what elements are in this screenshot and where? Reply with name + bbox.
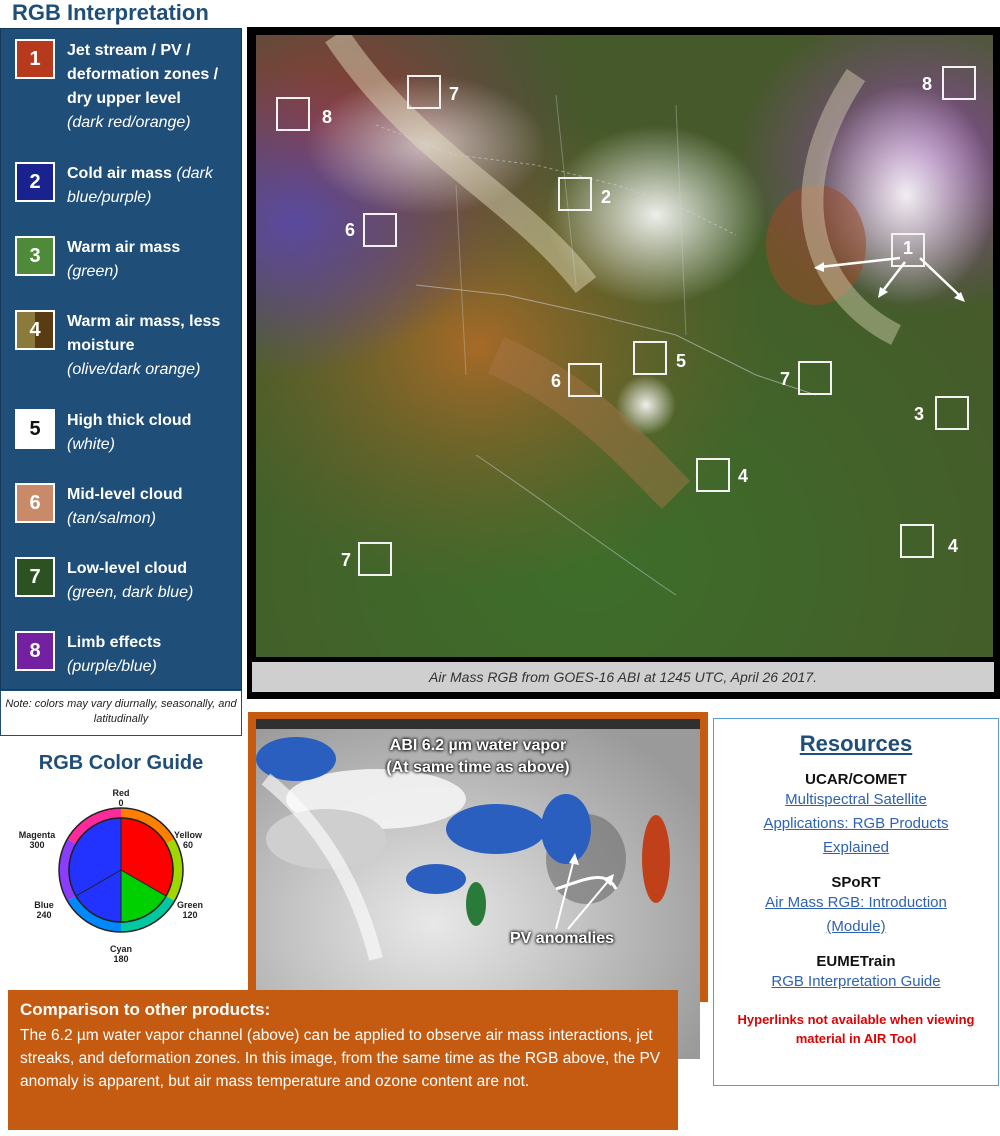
color-wheel [0,780,242,980]
annotation-box [696,458,730,492]
annotation-box [935,396,969,430]
resource-link-comet[interactable]: Multispectral Satellite Applications: RGB Products Explained [763,791,949,856]
legend-sub-7: (green, dark blue) [67,584,194,601]
annotation-number: 8 [922,74,933,94]
legend-sub-6: (tan/salmon) [67,510,156,527]
legend-item-3 [15,236,237,284]
annotation-box [276,97,310,131]
annotation-box [900,524,934,558]
annotation-number: 2 [601,187,612,207]
legend-item-8 [15,631,237,679]
annotation-arrows [800,240,980,320]
legend-label-4: Warm air mass, less moisture [67,313,221,354]
resources-title: Resources [799,731,913,756]
annotation-number: 6 [345,220,356,240]
legend-sub-5: (white) [67,436,116,453]
wheel-label-red: Red 0 [112,788,130,808]
resource-org-ucar: UCAR/COMET [805,771,907,788]
legend-swatch-3: 3 [15,236,55,276]
legend-item-1 [15,39,237,135]
legend-swatch-5: 5 [15,409,55,449]
legend-swatch-8: 8 [15,631,55,671]
legend-swatch-6: 6 [15,483,55,523]
resource-link-sport[interactable]: Air Mass RGB: Introduction (Module) [765,894,947,935]
legend-item-4 [15,310,237,382]
legend-item-7 [15,557,237,605]
annotation-box [942,66,976,100]
legend-label-2: Cold air mass [67,165,172,182]
legend-swatch-4: 4 [15,310,55,350]
legend-panel [0,28,242,690]
legend-item-2 [15,162,237,210]
wheel-label-green: Green 120 [176,900,203,920]
legend-sub-8: (purple/blue) [67,658,157,675]
annotation-number: 4 [738,466,749,486]
annotation-box [798,361,832,395]
legend-sub-3: (green) [67,263,119,280]
annotation-box [407,75,441,109]
comparison-title: Comparison to other products: [20,1000,271,1019]
annotation-number: 3 [914,404,925,424]
legend-swatch-2: 2 [15,162,55,202]
annotation-number: 8 [322,107,333,127]
resource-org-eumetrain: EUMETrain [816,953,896,970]
wheel-label-cyan: Cyan 180 [109,944,132,964]
wheel-label-blue: Blue 240 [34,900,54,920]
comparison-body: The 6.2 µm water vapor channel (above) can be applied to observe air mass interactions, jet streaks, and deformation zones. In this image, from the same time as the RGB above, the PV anomaly is apparent, but air mass temperature and ozone content are not. [20,1027,661,1090]
annotation-number: 7 [449,84,460,104]
water-vapor-title: ABI 6.2 µm water vapor (At same time as above) [386,737,570,776]
annotation-number: 1 [903,238,914,258]
main-image-caption: Air Mass RGB from GOES-16 ABI at 1245 UTC, April 26 2017. [252,662,994,692]
legend-sub-1: (dark red/orange) [67,114,191,131]
resource-org-sport: SPoRT [831,874,881,891]
legend-swatch-7: 7 [15,557,55,597]
legend-label-6: Mid-level cloud [67,486,183,503]
annotation-number: 7 [780,369,791,389]
comparison-box [8,990,678,1130]
annotation-box [358,542,392,576]
annotation-number: 4 [948,536,959,556]
legend-label-8: Limb effects [67,634,162,651]
legend-swatch-1: 1 [15,39,55,79]
legend-sub-2: (dark blue/purple) [67,165,213,206]
resources-panel [713,718,999,1086]
annotation-box [558,177,592,211]
legend-label-3: Warm air mass [67,239,181,256]
annotation-box [363,213,397,247]
pv-anomalies-label: PV anomalies [510,930,615,947]
legend-sub-4: (olive/dark orange) [67,361,201,378]
wheel-label-yellow: Yellow 60 [173,830,202,850]
annotation-box [568,363,602,397]
legend-note: Note: colors may vary diurnally, seasonally, and latitudinally [0,690,242,736]
wheel-label-magenta: Magenta 300 [18,830,56,850]
annotation-box [633,341,667,375]
legend-item-5 [15,409,237,457]
legend-item-6 [15,483,237,531]
annotation-number: 7 [341,550,352,570]
annotation-number: 6 [551,371,562,391]
legend-label-7: Low-level cloud [67,560,188,577]
annotation-number: 5 [676,351,687,371]
legend-label-1: Jet stream / PV / deformation zones / dry upper level [67,42,219,107]
color-guide-title: RGB Color Guide [38,752,204,774]
legend-label-5: High thick cloud [67,412,192,429]
page-title: RGB Interpretation [12,0,209,25]
resources-note: Hyperlinks not available when viewing material in AIR Tool [737,1012,975,1046]
resource-link-eumetrain[interactable]: RGB Interpretation Guide [771,973,941,990]
